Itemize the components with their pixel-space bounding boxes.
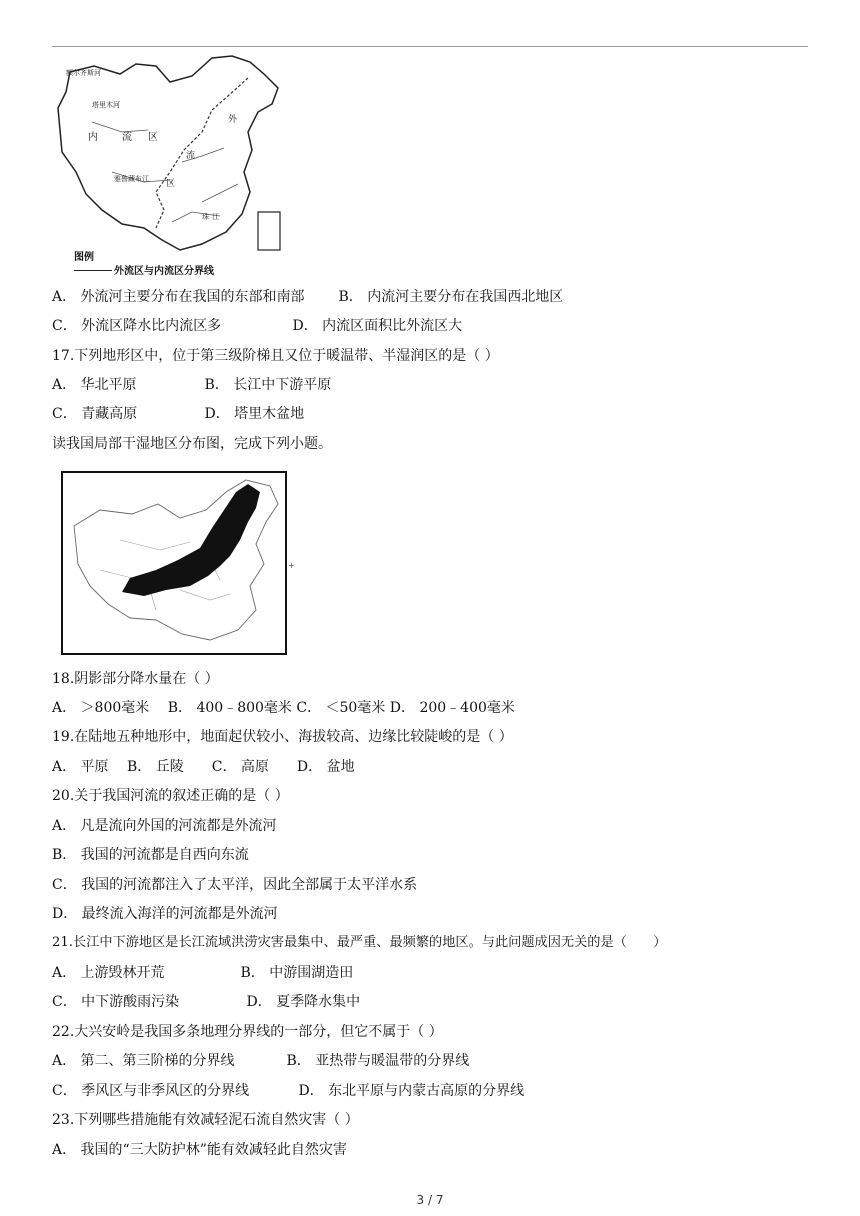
q17-option-a: A． 华北平原 bbox=[52, 377, 137, 393]
map2-intro: 读我国局部干湿地区分布图，完成下列小题。 bbox=[52, 436, 332, 452]
drainage-map-figure bbox=[52, 52, 312, 280]
q18-options: A． ＞800毫米 B． 400﹣800毫米 C． ＜50毫米 D． 200﹣400毫米 bbox=[52, 700, 515, 716]
map-label: 区 bbox=[148, 132, 158, 143]
china-outline bbox=[58, 56, 278, 250]
q17-option-c: C． 青藏高原 bbox=[52, 406, 138, 422]
header-rule bbox=[52, 46, 808, 47]
q17-options-row-1 bbox=[52, 375, 331, 395]
legend-label: 外流区与内流区分界线 bbox=[114, 266, 214, 277]
q16-options-row-1 bbox=[52, 287, 563, 307]
map-label: 流 bbox=[122, 132, 132, 143]
map-tick-mark: + bbox=[288, 561, 295, 570]
q22-option-c: C． 季风区与非季风区的分界线 bbox=[52, 1083, 250, 1099]
q20-option-d: D． 最终流入海洋的河流都是外流河 bbox=[52, 906, 278, 922]
q21-options-row-2 bbox=[52, 992, 360, 1012]
q17-option-b: B． 长江中下游平原 bbox=[204, 377, 332, 393]
dry-wet-map-figure bbox=[60, 470, 296, 658]
q21-option-a: A． 上游毁林开荒 bbox=[52, 965, 165, 981]
q23-option-a: A． 我国的“三大防护林”能有效减轻此自然灾害 bbox=[52, 1142, 347, 1158]
china-dry-wet-map bbox=[60, 470, 296, 658]
q22-option-d: D． 东北平原与内蒙古高原的分界线 bbox=[298, 1083, 525, 1099]
q22-stem: 22.大兴安岭是我国多条地理分界线的一部分，但它不属于（ ） bbox=[52, 1024, 443, 1040]
q22-option-b: B． 亚热带与暖温带的分界线 bbox=[286, 1053, 470, 1069]
drainage-divide-line bbox=[156, 78, 248, 228]
q17-stem: 17.下列地形区中，位于第三级阶梯且又位于暖温带、半湿润区的是（ ） bbox=[52, 348, 499, 364]
legend-line-symbol bbox=[74, 270, 112, 271]
map-label: 额尔齐斯河 bbox=[66, 69, 101, 77]
q20-stem: 20.关于我国河流的叙述正确的是（ ） bbox=[52, 788, 289, 804]
q21-stem: 21.长江中下游地区是长江流域洪涝灾害最集中、最严重、最频繁的地区。与此问题成因无关的是（ ） bbox=[52, 935, 667, 950]
south-china-sea-inset bbox=[258, 212, 280, 250]
q21-option-d: D． 夏季降水集中 bbox=[246, 994, 361, 1010]
map-label: 塔里木河 bbox=[92, 101, 120, 109]
q20-option-a: A． 凡是流向外国的河流都是外流河 bbox=[52, 818, 277, 834]
q16-options-row-2 bbox=[52, 316, 462, 336]
q21-option-b: B． 中游围湖造田 bbox=[240, 965, 354, 981]
china-drainage-map bbox=[52, 52, 312, 280]
q21-option-c: C． 中下游酸雨污染 bbox=[52, 994, 180, 1010]
page-number: 3 / 7 bbox=[416, 1193, 444, 1207]
q18-stem: 18.阴影部分降水量在（ ） bbox=[52, 671, 219, 687]
q16-option-b: B． 内流河主要分布在我国西北地区 bbox=[338, 289, 564, 305]
map-label: 区 bbox=[166, 179, 176, 189]
river-lines bbox=[92, 122, 238, 222]
q22-option-a: A． 第二、第三阶梯的分界线 bbox=[52, 1053, 235, 1069]
q20-option-c: C． 我国的河流都注入了太平洋，因此全部属于太平洋水系 bbox=[52, 877, 418, 893]
legend-title: 图例 bbox=[74, 252, 94, 263]
q22-options-row-1 bbox=[52, 1051, 469, 1071]
q23-stem: 23.下列哪些措施能有效减轻泥石流自然灾害（ ） bbox=[52, 1112, 359, 1128]
q16-option-d: D． 内流区面积比外流区大 bbox=[292, 318, 463, 334]
map-label: 雅鲁藏布江 bbox=[114, 175, 149, 183]
map-label: 江 bbox=[212, 213, 219, 221]
q19-options: A． 平原 B． 丘陵 C． 高原 D． 盆地 bbox=[52, 759, 355, 775]
q20-option-b: B． 我国的河流都是自西向东流 bbox=[52, 847, 249, 863]
q16-option-a: A． 外流河主要分布在我国的东部和南部 bbox=[52, 289, 305, 305]
map-label: 外 bbox=[228, 115, 238, 125]
map-label: 流 bbox=[186, 151, 196, 161]
q16-option-c: C． 外流区降水比内流区多 bbox=[52, 318, 222, 334]
map-label: 内 bbox=[88, 132, 98, 143]
map-label: 珠 bbox=[202, 213, 209, 221]
q22-options-row-2 bbox=[52, 1081, 524, 1101]
q17-options-row-2 bbox=[52, 404, 304, 424]
q21-options-row-1 bbox=[52, 963, 353, 983]
q19-stem: 19.在陆地五种地形中，地面起伏较小、海拔较高、边缘比较陡峻的是（ ） bbox=[52, 729, 513, 745]
q17-option-d: D． 塔里木盆地 bbox=[204, 406, 305, 422]
